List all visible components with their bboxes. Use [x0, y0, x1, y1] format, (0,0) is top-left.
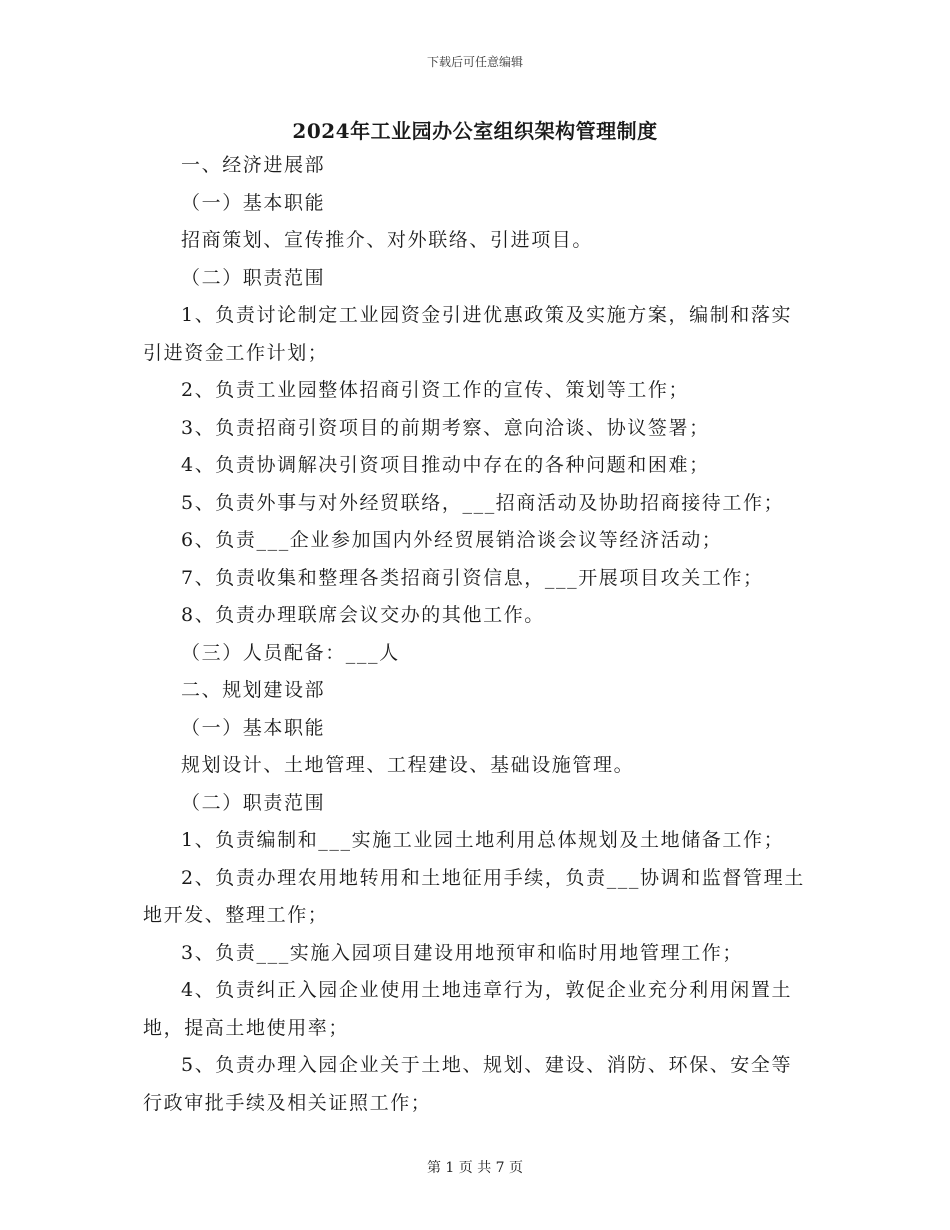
list-item: 3、负责___实施入园项目建设用地预审和临时用地管理工作；: [181, 941, 743, 964]
list-item: 7、负责收集和整理各类招商引资信息，___开展项目攻关工作；: [181, 566, 764, 589]
document-title: 2024年工业园办公室组织架构管理制度: [292, 119, 658, 143]
document-body: [143, 147, 811, 1122]
list-item: 1、负责讨论制定工业园资金引进优惠政策及实施方案，编制和落实引进资金工作计划；: [143, 304, 793, 364]
paragraph: 规划设计、土地管理、工程建设、基础设施管理。: [181, 754, 635, 776]
list-item: 4、负责协调解决引资项目推动中存在的各种问题和困难；: [181, 454, 710, 476]
list-item: 6、负责___企业参加国内外经贸展销洽谈会议等经济活动；: [181, 529, 723, 551]
page-header-note: 下载后可任意编辑: [426, 55, 523, 69]
list-item: 8、负责办理联席会议交办的其他工作。: [181, 604, 545, 626]
section-heading-economic-dept: 一、经济进展部: [181, 154, 326, 176]
list-item: 3、负责招商引资项目的前期考察、意向洽谈、协议签署；: [181, 416, 710, 439]
subsection-heading-basic-function: （一）基本职能: [181, 191, 326, 214]
list-item: 1、负责编制和___实施工业园土地利用总体规划及土地储备工作；: [181, 829, 785, 851]
subsection-heading-staffing: （三）人员配备：___人: [181, 641, 400, 664]
page-number: 第 1 页 共 7 页: [426, 1160, 524, 1176]
list-item: 5、负责外事与对外经贸联络，___招商活动及协助招商接待工作；: [181, 491, 785, 514]
list-item: 4、负责纠正入园企业使用土地违章行为，敦促企业充分利用闲置土地，提高土地使用率；: [143, 979, 793, 1039]
list-item: 2、负责工业园整体招商引资工作的宣传、策划等工作；: [181, 379, 690, 401]
list-item: 5、负责办理入园企业关于土地、规划、建设、消防、环保、安全等行政审批手续及相关证照工作；: [143, 1054, 793, 1114]
paragraph: 招商策划、宣传推介、对外联络、引进项目。: [181, 229, 594, 251]
subsection-heading-basic-function: （一）基本职能: [181, 716, 326, 739]
section-heading-planning-dept: 二、规划建设部: [181, 679, 326, 701]
list-item: 2、负责办理农用地转用和土地征用手续，负责___协调和监督管理土地开发、整理工作；: [143, 866, 805, 926]
subsection-heading-responsibility: （二）职责范围: [181, 791, 326, 814]
subsection-heading-responsibility: （二）职责范围: [181, 266, 326, 289]
